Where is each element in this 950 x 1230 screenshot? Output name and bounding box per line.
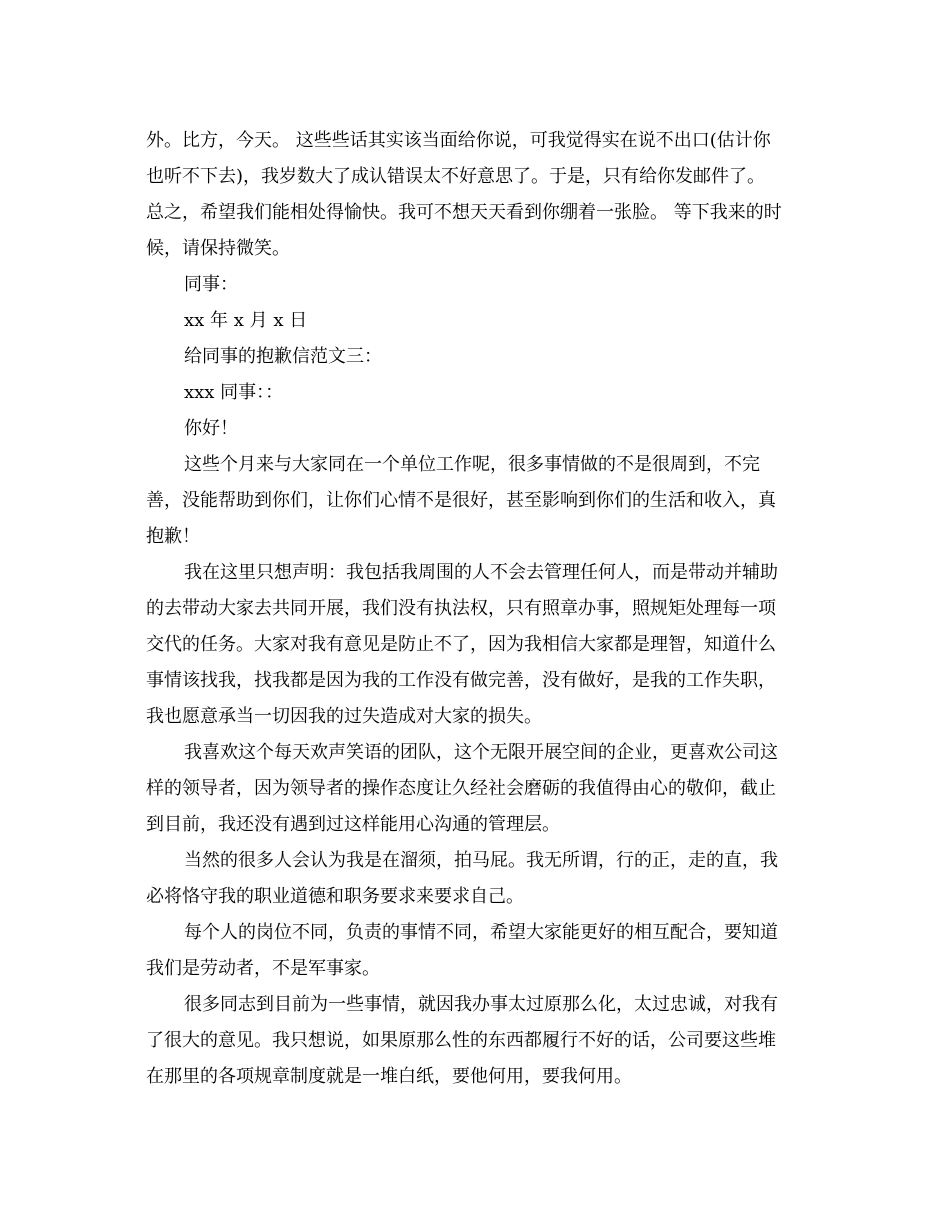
text-line: 当然的很多人会认为我是在溜须，拍马屁。我无所谓，行的正，走的直，我	[184, 850, 778, 871]
text-line: 候，请保持微笑。	[146, 238, 290, 259]
text-line: 外。比方，今天。 这些些话其实该当面给你说，可我觉得实在说不出口(估计你	[146, 130, 771, 151]
greeting: 你好！	[184, 418, 238, 439]
text-line: 在那里的各项规章制度就是一堆白纸，要他何用，要我何用。	[146, 1066, 632, 1087]
text-line: 抱歉！	[146, 526, 200, 547]
signature-date: xx 年 x 月 x 日	[184, 310, 308, 331]
text-line: 总之，希望我们能相处得愉快。我可不想天天看到你绷着一张脸。 等下我来的时	[146, 202, 782, 223]
text-line: 交代的任务。大家对我有意见是防止不了，因为我相信大家都是理智，知道什么	[146, 634, 776, 655]
text-line: 也听不下去)，我岁数大了成认错误太不好意思了。于是，只有给你发邮件了。	[146, 166, 766, 187]
text-line: 我喜欢这个每天欢声笑语的团队，这个无限开展空间的企业，更喜欢公司这	[184, 742, 778, 763]
text-line: 的去带动大家去共同开展，我们没有执法权，只有照章办事，照规矩处理每一项	[146, 598, 776, 619]
text-line: 事情该找我，找我都是因为我的工作没有做完善，没有做好，是我的工作失职，	[146, 670, 776, 691]
document-body	[146, 123, 806, 1095]
text-line: 很多同志到目前为一些事情，就因我办事太过原那么化，太过忠诚，对我有	[184, 994, 778, 1015]
text-line: 我们是劳动者，不是军事家。	[146, 958, 380, 979]
signature-label: 同事：	[184, 274, 238, 295]
section-title: 给同事的抱歉信范文三：	[184, 346, 382, 367]
text-line: 每个人的岗位不同，负责的事情不同，希望大家能更好的相互配合，要知道	[184, 922, 778, 943]
text-line: 必将恪守我的职业道德和职务要求来要求自己。	[146, 886, 524, 907]
text-line: 这些个月来与大家同在一个单位工作呢，很多事情做的不是很周到，不完	[184, 454, 760, 475]
text-line: 我也愿意承当一切因我的过失造成对大家的损失。	[146, 706, 542, 727]
text-line: 我在这里只想声明：我包括我周围的人不会去管理任何人，而是带动并辅助	[184, 562, 778, 583]
text-line: 善，没能帮助到你们，让你们心情不是很好，甚至影响到你们的生活和收入，真	[146, 490, 776, 511]
text-line: 到目前，我还没有遇到过这样能用心沟通的管理层。	[146, 814, 560, 835]
salutation: xxx 同事：：	[184, 382, 284, 403]
text-line: 样的领导者，因为领导者的操作态度让久经社会磨砺的我值得由心的敬仰，截止	[146, 778, 776, 799]
text-line: 了很大的意见。我只想说，如果原那么性的东西都履行不好的话，公司要这些堆	[146, 1030, 776, 1051]
